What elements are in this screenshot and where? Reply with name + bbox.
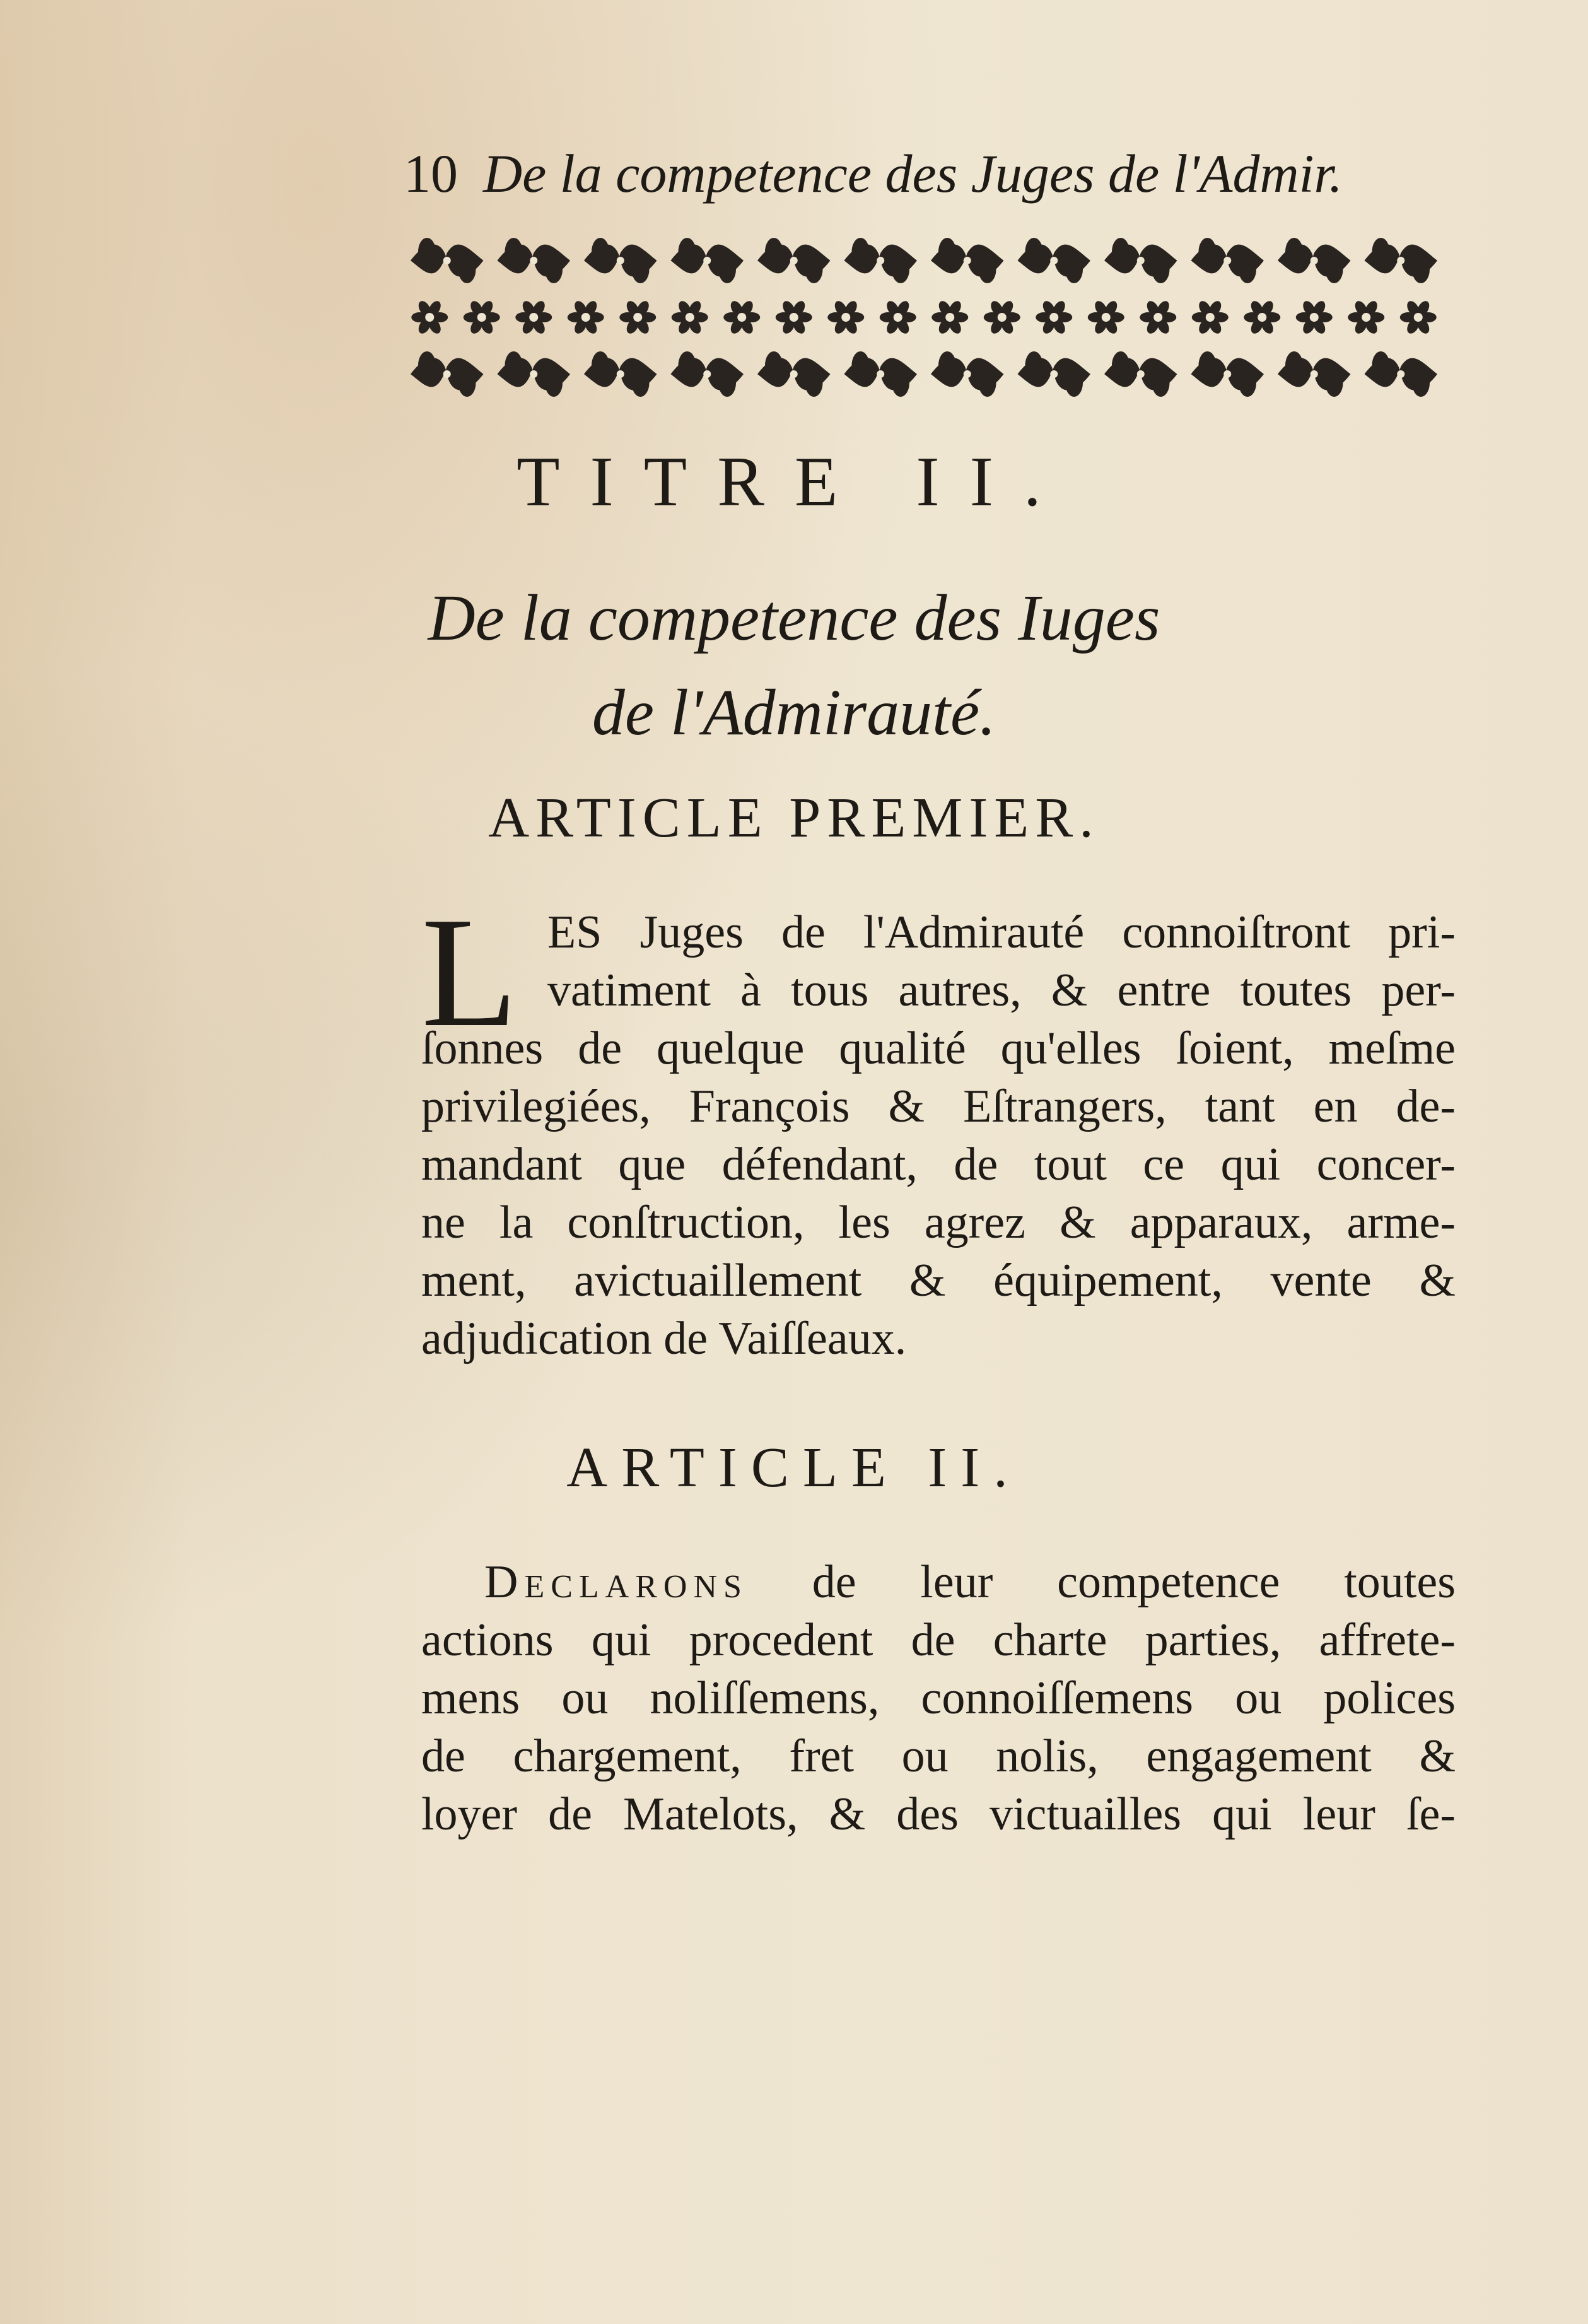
lead-word: Declarons (484, 1556, 748, 1608)
titre-subtitle (0, 571, 1588, 760)
fleuron-motif (1140, 299, 1176, 336)
fleuron-motif (1244, 299, 1280, 336)
text-line: de chargement, fret ou nolis, engagement & (421, 1730, 1456, 1782)
text-line: mens ou noliſſemens, connoiſſemens ou polices (421, 1672, 1456, 1724)
fleuron-motif (411, 238, 484, 283)
fleuron-motif (931, 299, 968, 336)
fleuron-motif (757, 238, 831, 283)
running-head (404, 142, 1419, 211)
fleuron-motif (1036, 299, 1072, 336)
fleuron-motif (1018, 351, 1091, 397)
fleuron-band-icon (404, 232, 1444, 402)
article-2-text (421, 1553, 1456, 1843)
fleuron-motif (827, 299, 864, 336)
fleuron-motif (1088, 299, 1124, 336)
fleuron-motif (411, 351, 484, 397)
fleuron-motif (984, 299, 1020, 336)
fleuron-motif (584, 238, 657, 283)
fleuron-motif (1365, 238, 1438, 283)
fleuron-motif (1104, 351, 1177, 397)
fleuron-motif (515, 299, 552, 336)
fleuron-motif (1400, 299, 1437, 336)
text-line: ſonnes de quelque qualité qu'elles ſoient, meſme (421, 1023, 1456, 1074)
fleuron-motif (498, 238, 571, 283)
fleuron-motif (584, 351, 657, 397)
text-line: ne la conſtruction, les agrez & apparaux, arme- (421, 1197, 1456, 1248)
fleuron-motif (671, 238, 744, 283)
fleuron-motif (671, 351, 744, 397)
text-line: adjudication de Vaiſſeaux. (421, 1313, 907, 1364)
fleuron-motif (498, 351, 571, 397)
page-number: 10 (404, 143, 458, 204)
drop-cap-letter: L (421, 885, 518, 1060)
titre-heading: TITRE II. (517, 443, 1071, 521)
fleuron-motif (619, 299, 656, 336)
fleuron-motif (1278, 238, 1351, 283)
fleuron-motif (1348, 299, 1384, 336)
running-head-title: De la competence des Juges de l'Admir. (483, 143, 1343, 204)
text-line: ES Juges de l'Admirauté connoiſtront pri- (547, 907, 1456, 958)
fleuron-motif (776, 299, 812, 336)
fleuron-motif (1278, 351, 1351, 397)
text-line: mandant que défendant, de tout ce qui concer- (421, 1139, 1456, 1190)
fleuron-motif (931, 238, 1004, 283)
fleuron-motif (844, 238, 918, 283)
subtitle-line-1: De la competence des Iuges (428, 582, 1160, 654)
fleuron-motif (1104, 238, 1177, 283)
fleuron-motif (880, 299, 916, 336)
text-line: privilegiées, François & Eſtrangers, tant en de- (421, 1081, 1456, 1132)
fleuron-motif (1191, 351, 1264, 397)
subtitle-line-2: de l'Admirauté. (592, 676, 996, 749)
fleuron-motif (672, 299, 708, 336)
fleuron-ornament (404, 232, 1444, 402)
text-line: ment, avictuaillement & équipement, vente & (421, 1255, 1456, 1306)
article-2-heading: ARTICLE II. (566, 1436, 1022, 1499)
article-1-heading: ARTICLE PREMIER. (488, 787, 1100, 849)
fleuron-motif (844, 351, 918, 397)
fleuron-motif (723, 299, 760, 336)
article-1-text (421, 885, 1456, 1368)
fleuron-motif (757, 351, 831, 397)
fleuron-motif (931, 351, 1004, 397)
text-line: actions qui procedent de charte parties, affrete- (421, 1614, 1456, 1666)
text-line-first (421, 1553, 1456, 1611)
fleuron-motif (1365, 351, 1438, 397)
fleuron-motif (1018, 238, 1091, 283)
fleuron-motif (411, 299, 448, 336)
fleuron-motif (568, 299, 604, 336)
fleuron-motif (464, 299, 500, 336)
fleuron-motif (1191, 238, 1264, 283)
fleuron-motif (1192, 299, 1229, 336)
text-line: vatiment à tous autres, & entre toutes per- (547, 965, 1456, 1016)
text-line: loyer de Matelots, & des victuailles qui leur ſe- (421, 1788, 1456, 1840)
fleuron-motif (1296, 299, 1333, 336)
text-line-rest: de leur competence toutes (747, 1556, 1456, 1608)
